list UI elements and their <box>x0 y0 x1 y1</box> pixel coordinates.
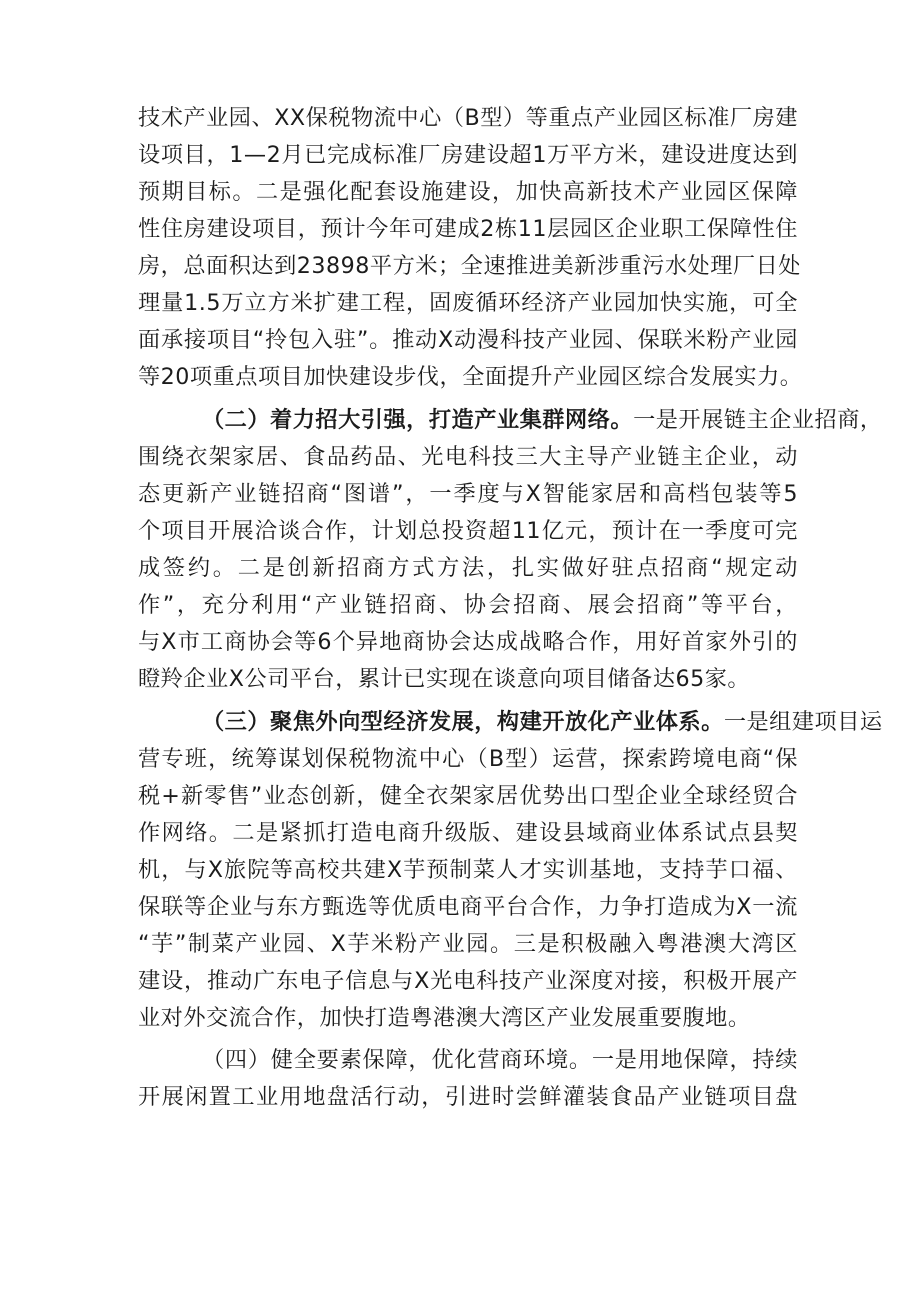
text-line: 机，与X旅院等高校共建X芋预制菜人才实训基地，支持芋口福、 <box>138 857 798 883</box>
text-fragment: 一是开展链主企业招商， <box>633 407 883 433</box>
text-line: 设项目，1—2月已完成标准厂房建设超1万平方米，建设进度达到 <box>138 142 798 168</box>
text-line: 面承接项目“拎包入驻”。推动X动漫科技产业园、保联米粉产业园 <box>138 327 798 353</box>
text-line: 房，总面积达到23898平方米；全速推进美新涉重污水处理厂日处 <box>138 253 801 279</box>
text-line: 与X市工商协会等6个异地商协会达成战略合作，用好首家外引的 <box>138 629 798 655</box>
text-line: 作网络。二是紧抓打造电商升级版、建设县域商业体系试点县契 <box>138 820 798 846</box>
text-line: 围绕衣架家居、食品药品、光电科技三大主导产业链主企业，动 <box>138 444 798 470</box>
text-line: 性住房建设项目，预计今年可建成2栋11层园区企业职工保障性住 <box>138 216 798 242</box>
text-line: 保联等企业与东方甄选等优质电商平台合作，力争打造成为X一流 <box>138 894 798 920</box>
text-line: 业对外交流合作，加快打造粤港澳大湾区产业发展重要腹地。 <box>138 1005 751 1031</box>
text-line: 技术产业园、XX保税物流中心（B型）等重点产业园区标准厂房建 <box>138 105 798 131</box>
text-line: 税+新零售”业态创新，健全衣架家居优势出口型企业全球经贸合 <box>138 783 798 809</box>
section-heading: （二）着力招大引强，打造产业集群网络。 <box>202 407 634 433</box>
paragraph-first-line <box>202 702 883 742</box>
text-line: 等20项重点项目加快建设步伐，全面提升产业园区综合发展实力。 <box>138 364 803 390</box>
paragraph-first-line: （四）健全要素保障，优化营商环境。一是用地保障，持续 <box>202 1047 798 1073</box>
text-line: 营专班，统筹谋划保税物流中心（B型）运营，探索跨境电商“保 <box>138 746 798 772</box>
text-line: 个项目开展洽谈合作，计划总投资超11亿元，预计在一季度可完 <box>138 518 798 544</box>
text-line: 态更新产业链招商“图谱”，一季度与X智能家居和高档包装等5 <box>138 481 798 507</box>
text-line: 作”，充分利用“产业链招商、协会招商、展会招商”等平台， <box>138 592 798 618</box>
text-line: 建设，推动广东电子信息与X光电科技产业深度对接，积极开展产 <box>138 968 798 994</box>
text-line: 成签约。二是创新招商方式方法，扎实做好驻点招商“规定动 <box>138 555 798 581</box>
text-line: 瞪羚企业X公司平台，累计已实现在谈意向项目储备达65家。 <box>138 666 751 692</box>
text-line: 预期目标。二是强化配套设施建设，加快高新技术产业园区保障 <box>138 179 798 205</box>
text-fragment: 一是组建项目运 <box>723 709 883 735</box>
paragraph-first-line <box>202 400 883 440</box>
text-line: “芋”制菜产业园、X芋米粉产业园。三是积极融入粤港澳大湾区 <box>138 931 798 957</box>
section-heading: （三）聚焦外向型经济发展，构建开放化产业体系。 <box>202 709 724 735</box>
text-line: 理量1.5万立方米扩建工程，固废循环经济产业园加快实施，可全 <box>138 290 798 316</box>
text-line: 开展闲置工业用地盘活行动，引进时尝鲜灌装食品产业链项目盘 <box>138 1084 798 1110</box>
